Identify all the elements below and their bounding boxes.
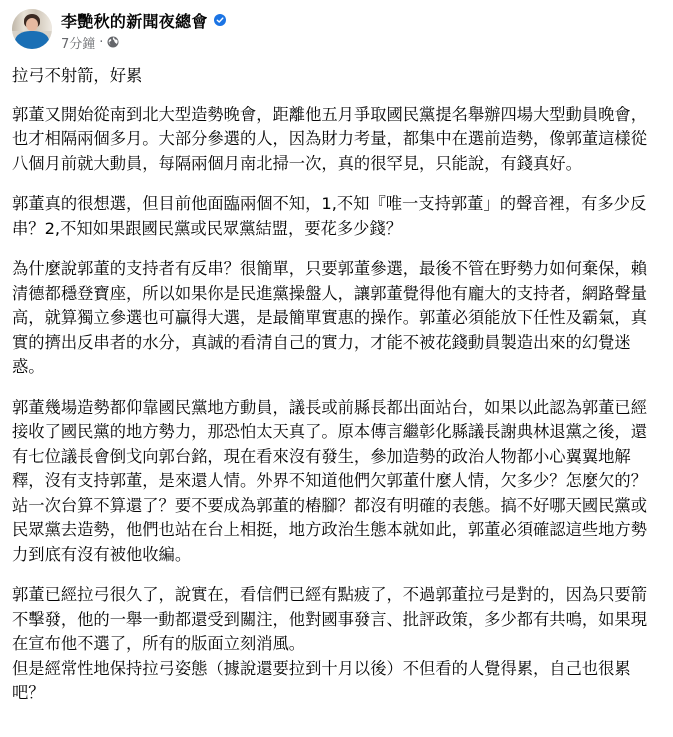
post-headline: 拉弓不射箭，好累	[12, 66, 143, 85]
avatar[interactable]	[12, 9, 52, 49]
separator-dot: ·	[99, 34, 104, 50]
checkmark-icon	[216, 16, 224, 24]
post-body	[12, 64, 662, 706]
post-meta	[61, 9, 226, 51]
verified-badge-icon	[214, 14, 226, 26]
page-name-link[interactable]: 李艷秋的新聞夜總會	[61, 11, 208, 31]
avatar-clothing	[15, 31, 49, 49]
post-header	[12, 9, 226, 51]
author-row	[61, 10, 226, 30]
post-subline	[61, 33, 226, 51]
globe-icon[interactable]	[107, 36, 119, 48]
post-paragraph: 郭董真的很想選，但目前他面臨兩個不知，1,不知『唯一支持郭董」的聲音裡，有多少反串？2,不知如果跟國民黨或民眾黨結盟，要花多少錢？	[12, 194, 647, 238]
post-paragraph: 郭董幾場造勢都仰靠國民黨地方動員，議長或前縣長都出面站台，如果以此認為郭董已經接收了國民黨的地方勢力，那恐怕太天真了。原本傳言繼彰化縣議長謝典林退黨之後，還有七位議長會倒戈向郭台銘，現在看來沒有發生，參加造勢的政治人物都小心翼翼地解釋，沒有支持郭董，是來還人情。外界不知道他們欠郭董什麼人情，欠多少？怎麼欠的？站一次台算不算還了？要不要成為郭董的樁腳？都沒有明確的表態。搞不好哪天國民黨或民眾黨去造勢，他們也站在台上相挺，地方政治生態本就如此，郭董必須確認這些地方勢力到底有沒有被他收編。	[12, 397, 647, 564]
post-paragraph: 但是經常性地保持拉弓姿態（據說還要拉到十月以後）不但看的人覺得累，自己也很累吧？	[12, 658, 631, 702]
post-paragraph: 郭董又開始從南到北大型造勢晚會，距離他五月爭取國民黨提名舉辦四場大型動員晚會，也才相隔兩個多月。大部分參選的人，因為財力考量，都集中在選前造勢，像郭董這樣從八個月前就大動員，每隔兩個月南北掃一次，真的很罕見，只能說，有錢真好。	[12, 104, 647, 173]
avatar-face	[26, 18, 38, 31]
post-paragraph: 為什麼說郭董的支持者有反串？很簡單，只要郭董參選，最後不管在野勢力如何棄保，賴清德都穩登寶座，所以如果你是民進黨操盤人，讓郭董覺得他有龐大的支持者，網路聲量高，就算獨立參選也可贏得大選，是最簡單實惠的操作。郭董必須能放下任性及霸氣，真實的擠出反串者的水分，真誠的看清自己的實力，才能不被花錢動員製造出來的幻覺迷惑。	[12, 259, 647, 376]
post-paragraph: 郭董已經拉弓很久了，說實在，看信們已經有點疲了，不過郭董拉弓是對的，因為只要箭不擊發，他的一舉一動都還受到關注，他對國事發言、批評政策，多少都有共鳴，如果現在宣布他不選了，所有的版面立刻消風。	[12, 585, 647, 653]
post-timestamp-link[interactable]: 7分鐘	[61, 36, 96, 52]
